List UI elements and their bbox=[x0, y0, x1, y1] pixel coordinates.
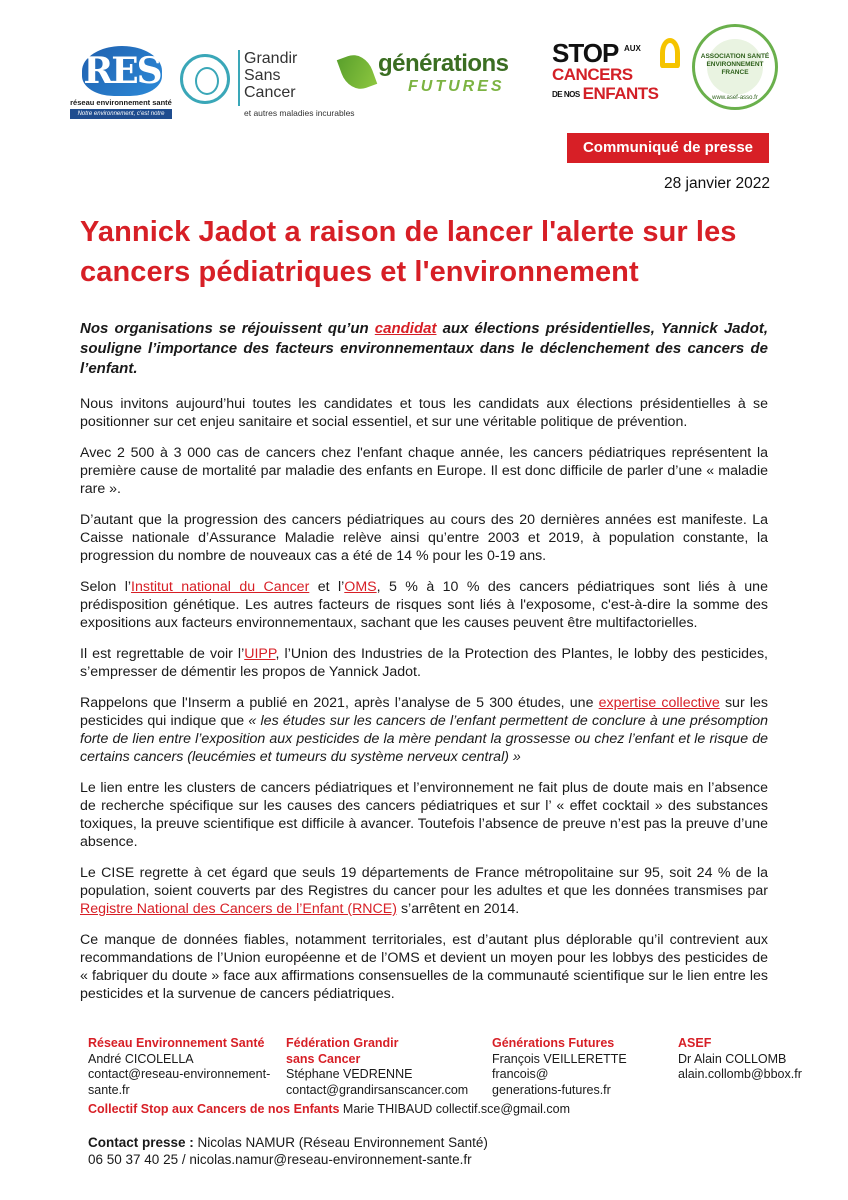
gsc-tagline: et autres maladies incurables bbox=[244, 108, 355, 118]
candidat-link[interactable]: candidat bbox=[374, 320, 437, 337]
gf-word-1: générations bbox=[378, 50, 509, 77]
leaf-icon bbox=[337, 50, 378, 94]
stop-denos: DE NOS bbox=[552, 90, 580, 100]
page-title: Yannick Jadot a raison de lancer l'alerte sur les cancers pédiatriques et l'environnement bbox=[80, 216, 737, 288]
stop-cancers-logo bbox=[552, 38, 688, 102]
press-contact-label: Contact presse : bbox=[88, 1135, 194, 1150]
press-contact: Contact presse : Nicolas NAMUR (Réseau Environnement Santé) 06 50 37 40 25 / nicolas.namur@reseau-environnement-sante.fr bbox=[88, 1135, 488, 1167]
gsc-word-2: Sans bbox=[244, 67, 281, 84]
contact-gsc: Fédération Grandir sans Cancer Stéphane VEDRENNE contact@grandirsanscancer.com bbox=[286, 1036, 469, 1097]
uipp-link[interactable]: UIPP bbox=[244, 646, 276, 662]
gsc-word-1: Grandir bbox=[244, 50, 298, 67]
stop-aux: AUX bbox=[624, 44, 641, 53]
contact-gf: Générations Futures François VEILLERETTE francois@ generations-futures.fr bbox=[492, 1036, 627, 1097]
paragraph-2: Avec 2 500 à 3 000 cas de cancers chez l'enfant chaque année, les cancers pédiatriques représentent la première cause de mortalité par maladie des enfants en Europe. Il est donc difficile de parler d’une « maladie rare ». bbox=[80, 445, 768, 497]
expertise-collective-link[interactable]: expertise collective bbox=[598, 695, 720, 711]
paragraph-9: Ce manque de données fiables, notamment territoriales, est d’autant plus déplorable qu’il contrevient aux recommandations de l’Union européenne et de l’OMS et devient un moyen pour les lobbys des pesticides de « fabriquer du doute » face aux affirmations consensuelles de la communauté scientifique sur le lien entre les pesticides et la survenue de cancers pédiatriques. bbox=[80, 932, 768, 1002]
asef-name: ASSOCIATION SANTÉ ENVIRONNEMENT FRANCE bbox=[700, 53, 770, 76]
asef-logo bbox=[692, 24, 778, 110]
asef-url: www.asef-asso.fr bbox=[712, 95, 758, 101]
generations-futures-logo bbox=[342, 50, 532, 100]
ribbon-icon bbox=[660, 38, 680, 68]
lead-paragraph: Nos organisations se réjouissent qu’un candidat aux élections présidentielles, Yannick Jadot, souligne l’importance des facteurs environnementaux dans le déclenchement des cancers de l’enfant. bbox=[80, 320, 768, 377]
contact-res: Réseau Environnement Santé André CICOLELLA contact@reseau-environnement- sante.fr bbox=[88, 1036, 271, 1097]
res-logo-tagline: Notre environnement, c'est notre santé bbox=[70, 109, 172, 119]
paragraph-1: Nous invitons aujourd’hui toutes les candidates et tous les candidats aux élections présidentielles à se positionner sur cet enjeu sanitaire et social essentiel, et sur une véritable politique de prévention. bbox=[80, 396, 768, 430]
press-contact-phone-email: 06 50 37 40 25 / nicolas.namur@reseau-environnement-sante.fr bbox=[88, 1152, 472, 1167]
rnce-link[interactable]: Registre National des Cancers de l’Enfant (RNCE) bbox=[80, 901, 397, 917]
stop-cancers-word: CANCERS bbox=[552, 65, 633, 84]
res-logo-name: réseau environnement santé bbox=[70, 98, 172, 107]
paragraph-8: Le CISE regrette à cet égard que seuls 19 départements de France métropolitaine sur 95, soit 24 % de la population, soient couverts par des Registres du cancer pour les adultes et que les données transmises par Registre National des Cancers de l’Enfant (RNCE) s’arrêtent en 2014. bbox=[80, 865, 768, 917]
inca-link[interactable]: Institut national du Cancer bbox=[131, 579, 310, 595]
stop-word: STOP bbox=[552, 38, 619, 68]
oms-link[interactable]: OMS bbox=[344, 579, 377, 595]
article-body bbox=[80, 319, 768, 1016]
paragraph-3: D’autant que la progression des cancers pédiatriques au cours des 20 dernières années est manifeste. La Caisse nationale d’Assurance Maladie relève ainsi qu’entre 2003 et 2019, à population constante, la progression du nombre de nouveaux cas a été de 14 % pour les 0-19 ans. bbox=[80, 512, 768, 564]
grandir-sans-cancer-logo bbox=[180, 50, 355, 120]
partner-logos bbox=[70, 24, 780, 127]
paragraph-4: Selon l’Institut national du Cancer et l’OMS, 5 % à 10 % des cancers pédiatriques sont liés à une prédisposition génétique. Les autres facteurs de risques sont liés à l'exposome, c'est-à-dire la somme des expositions aux facteurs environnementaux, sachant que les causes peuvent être multifactorielles. bbox=[80, 579, 768, 631]
gsc-emblem-icon bbox=[180, 54, 230, 104]
gf-word-2: FUTURES bbox=[408, 78, 505, 95]
paragraph-5: Il est regrettable de voir l’UIPP, l’Union des Industries de la Protection des Plantes, le lobby des pesticides, s’empresser de démentir les propos de Yannick Jadot. bbox=[80, 646, 768, 680]
paragraph-7: Le lien entre les clusters de cancers pédiatriques et l’environnement ne fait plus de doute mais en l’absence de recherche spécifique sur les causes des cancers pédiatriques et sur l’ « effet cocktail » des substances toxiques, la preuve scientifique est difficile à avancer. Toutefois l’absence de preuve n’est pas la preuve d’une absence. bbox=[80, 780, 768, 850]
contact-stop-collectif: Collectif Stop aux Cancers de nos Enfants Marie THIBAUD collectif.sce@gmail.com bbox=[88, 1102, 571, 1116]
res-logo-mark: RES bbox=[83, 50, 161, 92]
press-release-banner: Communiqué de presse bbox=[567, 133, 769, 163]
inserm-quote: « les études sur les cancers de l’enfant permettent de conclure à une présomption forte de lien entre l’exposition aux pesticides de la mère pendant la grossesse ou chez l’enfant et le risque de certains cancers (leucémies et tumeurs du système nerveux central) » bbox=[80, 713, 769, 765]
release-date: 28 janvier 2022 bbox=[664, 175, 770, 192]
paragraph-6: Rappelons que l'Inserm a publié en 2021, après l’analyse de 5 300 études, une expertise collective sur les pesticides qui indique que « les études sur les cancers de l’enfant permettent de conclure à une présomption forte de lien entre l’exposition aux pesticides de la mère pendant la grossesse ou chez l’enfant et le risque de certains cancers (leucémies et tumeurs du système nerveux central) » bbox=[80, 695, 769, 765]
stop-enfants-word: ENFANTS bbox=[582, 84, 659, 103]
contact-asef: ASEF Dr Alain COLLOMB alain.collomb@bbox.fr bbox=[678, 1036, 802, 1081]
res-logo bbox=[70, 46, 172, 127]
gsc-word-3: Cancer bbox=[244, 84, 296, 101]
